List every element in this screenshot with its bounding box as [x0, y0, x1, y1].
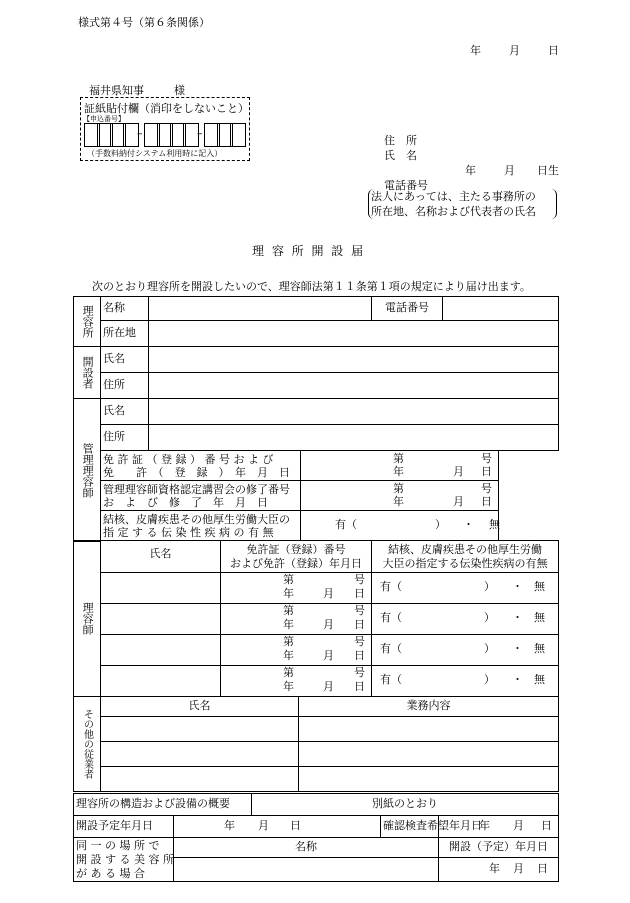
barber-name-field[interactable]	[101, 573, 221, 604]
staff-name-field[interactable]	[101, 717, 299, 742]
founder-address-label: 住所	[101, 373, 149, 399]
barber-license-field[interactable]: 第 号 年 月 日	[221, 604, 372, 635]
beauty-col-name: 名称	[174, 838, 439, 858]
section-shop: 理容所	[74, 297, 101, 347]
manager-license-label: 免 許 証 （ 登 録 ） 番 号 お よ び 免 許 （ 登 録 ） 年 月 日	[101, 451, 301, 481]
corporation-note: 法人にあっては、主たる事務所の 所在地、名称および代表者の氏名	[368, 189, 557, 219]
manager-disease-label: 結核、皮膚疾患その他厚生労働大臣の 指 定 す る 伝 染 性 疾 病 の 有 無	[101, 511, 301, 541]
barbers-col-disease: 結核、皮膚疾患その他厚生労働 大臣の指定する伝染性疾病の有無	[372, 541, 559, 573]
barber-name-field[interactable]	[101, 635, 221, 666]
beauty-salon-label: 同 一 の 場 所 で 開 設 す る 美 容 所 が あ る 場 合	[74, 838, 174, 882]
intro-text: 次のとおり理容所を開設したいので、理容師法第１１条第１項の規定により届け出ます。	[92, 280, 531, 293]
structure-label: 理容所の構造および設備の概要	[74, 794, 252, 816]
beauty-col-date: 開設（予定）年月日	[439, 838, 559, 858]
applicant-birthdate: 年 月 日生	[465, 164, 559, 177]
barber-disease-field[interactable]: 有（ ） ・ 無	[372, 666, 559, 697]
staff-work-field[interactable]	[299, 742, 559, 767]
document-title: 理 容 所 開 設 届	[252, 244, 366, 258]
beauty-name-field[interactable]	[174, 858, 439, 882]
shop-phone-label: 電話番号	[372, 297, 443, 321]
shop-location-field[interactable]	[149, 321, 559, 347]
shop-location-label: 所在地	[101, 321, 149, 347]
inspection-date-label: 確認検査希望年月日	[381, 816, 439, 838]
stamp-title: 証紙貼付欄（消印をしないこと）	[84, 102, 249, 115]
staff-work-field[interactable]	[299, 717, 559, 742]
shop-name-field[interactable]	[149, 297, 372, 321]
barber-disease-field[interactable]: 有（ ） ・ 無	[372, 635, 559, 666]
beauty-date-field[interactable]: 年 月 日	[439, 858, 559, 882]
form-number: 様式第４号（第６条関係）	[78, 16, 210, 29]
barber-license-field[interactable]: 第 号 年 月 日	[221, 573, 372, 604]
founder-name-label: 氏名	[101, 347, 149, 373]
bottom-table	[73, 793, 559, 882]
staff-row	[74, 767, 559, 792]
manager-name-field[interactable]	[149, 399, 559, 425]
section-staff: その他の従業者	[74, 697, 101, 792]
barber-row	[74, 604, 559, 635]
founder-name-field[interactable]	[149, 347, 559, 373]
applicant-address-label: 住 所	[384, 134, 417, 147]
shop-name-label: 名称	[101, 297, 149, 321]
manager-course-label: 管理理容師資格認定講習会の修了番号 お よ び 修 了 年 月 日	[101, 481, 301, 511]
manager-address-field[interactable]	[149, 425, 559, 451]
barber-license-field[interactable]: 第 号 年 月 日	[221, 666, 372, 697]
barber-name-field[interactable]	[101, 666, 221, 697]
registration-form-table	[73, 296, 559, 542]
manager-license-field[interactable]: 第 号 年 月 日	[301, 451, 499, 481]
manager-course-field[interactable]: 第 号 年 月 日	[301, 481, 499, 511]
barbers-col-name: 氏名	[101, 541, 221, 573]
shop-phone-field[interactable]	[443, 297, 559, 321]
open-date-field[interactable]: 年 月 日	[174, 816, 381, 838]
founder-address-field[interactable]	[149, 373, 559, 399]
barber-row	[74, 573, 559, 604]
barber-disease-field[interactable]: 有（ ） ・ 無	[372, 604, 559, 635]
barber-disease-field[interactable]: 有（ ） ・ 無	[372, 573, 559, 604]
stamp-note: （手数料納付システム利用時に記入）	[87, 149, 223, 158]
section-barbers: 理容師	[74, 541, 101, 697]
submission-date: 年 月 日	[470, 44, 559, 57]
staff-name-field[interactable]	[101, 767, 299, 792]
addressee: 福井県知事 様	[89, 84, 185, 97]
staff-col-name: 氏名	[101, 697, 299, 717]
staff-table	[73, 696, 559, 792]
application-number-label: 【申込番号】	[83, 115, 125, 123]
staff-row	[74, 742, 559, 767]
applicant-name-label: 氏 名	[384, 149, 417, 162]
barbers-table	[73, 540, 559, 697]
structure-value: 別紙のとおり	[252, 794, 559, 816]
staff-name-field[interactable]	[101, 742, 299, 767]
inspection-date-field[interactable]: 年 月 日	[439, 816, 559, 838]
manager-address-label: 住所	[101, 425, 149, 451]
staff-work-field[interactable]	[299, 767, 559, 792]
barber-name-field[interactable]	[101, 604, 221, 635]
staff-row	[74, 717, 559, 742]
open-date-label: 開設予定年月日	[74, 816, 174, 838]
manager-name-label: 氏名	[101, 399, 149, 425]
staff-col-work: 業務内容	[299, 697, 559, 717]
section-founder: 開設者	[74, 347, 101, 399]
barber-row	[74, 666, 559, 697]
section-manager: 管理理容師	[74, 399, 101, 542]
revenue-stamp-box[interactable]	[80, 97, 250, 161]
barber-license-field[interactable]: 第 号 年 月 日	[221, 635, 372, 666]
application-number-boxes[interactable]: – –	[84, 123, 246, 147]
barbers-col-license: 免許証（登録）番号 および免許（登録）年月日	[221, 541, 372, 573]
applicant-phone-label: 電話番号	[384, 179, 428, 192]
manager-disease-field[interactable]: 有（ ） ・ 無	[301, 511, 499, 541]
barber-row	[74, 635, 559, 666]
